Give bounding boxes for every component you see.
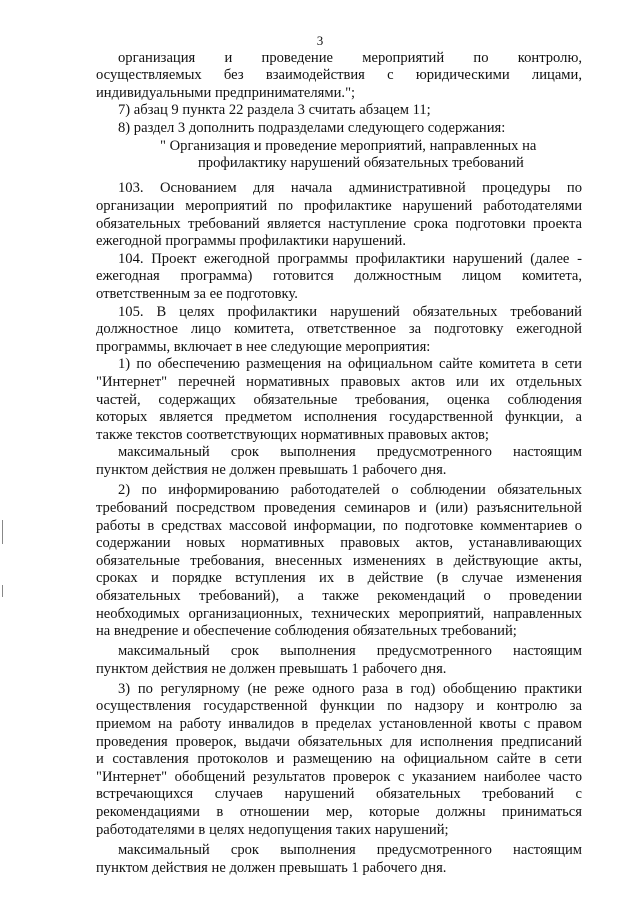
text-line: 3) по регулярному (не реже одного раза в год) обобщению практики — [118, 681, 582, 697]
text-line: обязательных требований), а также рекомендаций о проведении — [96, 588, 582, 604]
scan-artifact — [2, 585, 3, 597]
text-line: пунктом действия не должен превышать 1 рабочего дня. — [96, 462, 447, 478]
text-line: 104. Проект ежегодной программы профилактики нарушений (далее - — [118, 251, 582, 267]
text-line: 105. В целях профилактики нарушений обязательных требований — [118, 304, 582, 320]
text-line: проведения проверок, выдачи обязательных для исполнения предписаний — [96, 734, 582, 750]
text-line: работодателями в целях недопущения таких нарушений; — [96, 822, 449, 838]
text-line: индивидуальными предпринимателями."; — [96, 85, 356, 101]
text-line: 103. Основанием для начала административной процедуры по — [118, 180, 582, 196]
text-line: ежегодной программы профилактики нарушений. — [96, 233, 406, 249]
text-line: профилактику нарушений обязательных требований — [198, 155, 524, 171]
text-line: требований посредством проведения семинаров и (или) разъяснительной — [96, 500, 582, 516]
text-line: ответственным за ее подготовку. — [96, 286, 298, 302]
text-line: также текстов соответствующих нормативных правовых актов; — [96, 427, 489, 443]
text-line: 7) абзац 9 пункта 22 раздела 3 считать абзацем 11; — [118, 102, 431, 118]
text-line: необходимых организационных, технических мероприятий, направленных — [96, 606, 582, 622]
scan-artifact — [2, 520, 3, 544]
text-line: пунктом действия не должен превышать 1 рабочего дня. — [96, 860, 447, 876]
text-line: обязательных требований является наступление срока подготовки проекта — [96, 216, 582, 232]
text-line: обязательные требования, внесенных изменениях в действующие акты, — [96, 553, 582, 569]
text-line: и составления протоколов и размещению на официальном сайте в сети — [96, 751, 582, 767]
text-line: 1) по обеспечению размещения на официальном сайте комитета в сети — [118, 356, 582, 372]
text-line: частей, содержащих обязательные требования, оценка соблюдения — [96, 392, 582, 408]
text-line: встречающихся случаев нарушений обязательных требований с — [96, 786, 582, 802]
text-line: организации мероприятий по профилактике нарушений работодателями — [96, 198, 582, 214]
text-line: максимальный срок выполнения предусмотренного настоящим — [118, 444, 582, 460]
text-line: приемом на работу инвалидов в пределах установленной квоты с правом — [96, 716, 582, 732]
text-line: организация и проведение мероприятий по контролю, — [118, 50, 582, 66]
text-line: рекомендациями в отношении мер, которые должны приниматься — [96, 804, 582, 820]
text-line: максимальный срок выполнения предусмотренного настоящим — [118, 842, 582, 858]
text-line: пунктом действия не должен превышать 1 рабочего дня. — [96, 661, 447, 677]
text-line: содержании новых нормативных правовых актов, устанавливающих — [96, 535, 582, 551]
text-line: осуществления государственной функции по надзору и контролю за — [96, 698, 582, 714]
text-line: "Интернет" перечней нормативных правовых актов или их отдельных — [96, 374, 582, 390]
text-line: ежегодная программа) готовится должностным лицом комитета, — [96, 268, 582, 284]
text-line: работы в средствах массовой информации, по подготовке комментариев о — [96, 518, 582, 534]
text-line: сроках и порядке вступления их в действие (в случае изменения — [96, 570, 582, 586]
text-line: "Интернет" обобщений результатов проверок с указанием наиболее часто — [96, 769, 582, 785]
page-number: 3 — [316, 33, 324, 48]
text-line: 2) по информированию работодателей о соблюдении обязательных — [118, 482, 582, 498]
text-line: на внедрение и обеспечение соблюдения обязательных требований; — [96, 623, 517, 639]
text-line: максимальный срок выполнения предусмотренного настоящим — [118, 643, 582, 659]
text-line: должностное лицо комитета, ответственное за подготовку ежегодной — [96, 321, 582, 337]
text-line: осуществляемых без взаимодействия с юридическими лицами, — [96, 67, 582, 83]
text-line: " Организация и проведение мероприятий, направленных на — [160, 138, 537, 154]
text-line: 8) раздел 3 дополнить подразделами следующего содержания: — [118, 120, 506, 136]
text-line: программы, включает в нее следующие мероприятия: — [96, 339, 431, 355]
text-line: которых является предметом исполнения государственной функции, а — [96, 409, 582, 425]
